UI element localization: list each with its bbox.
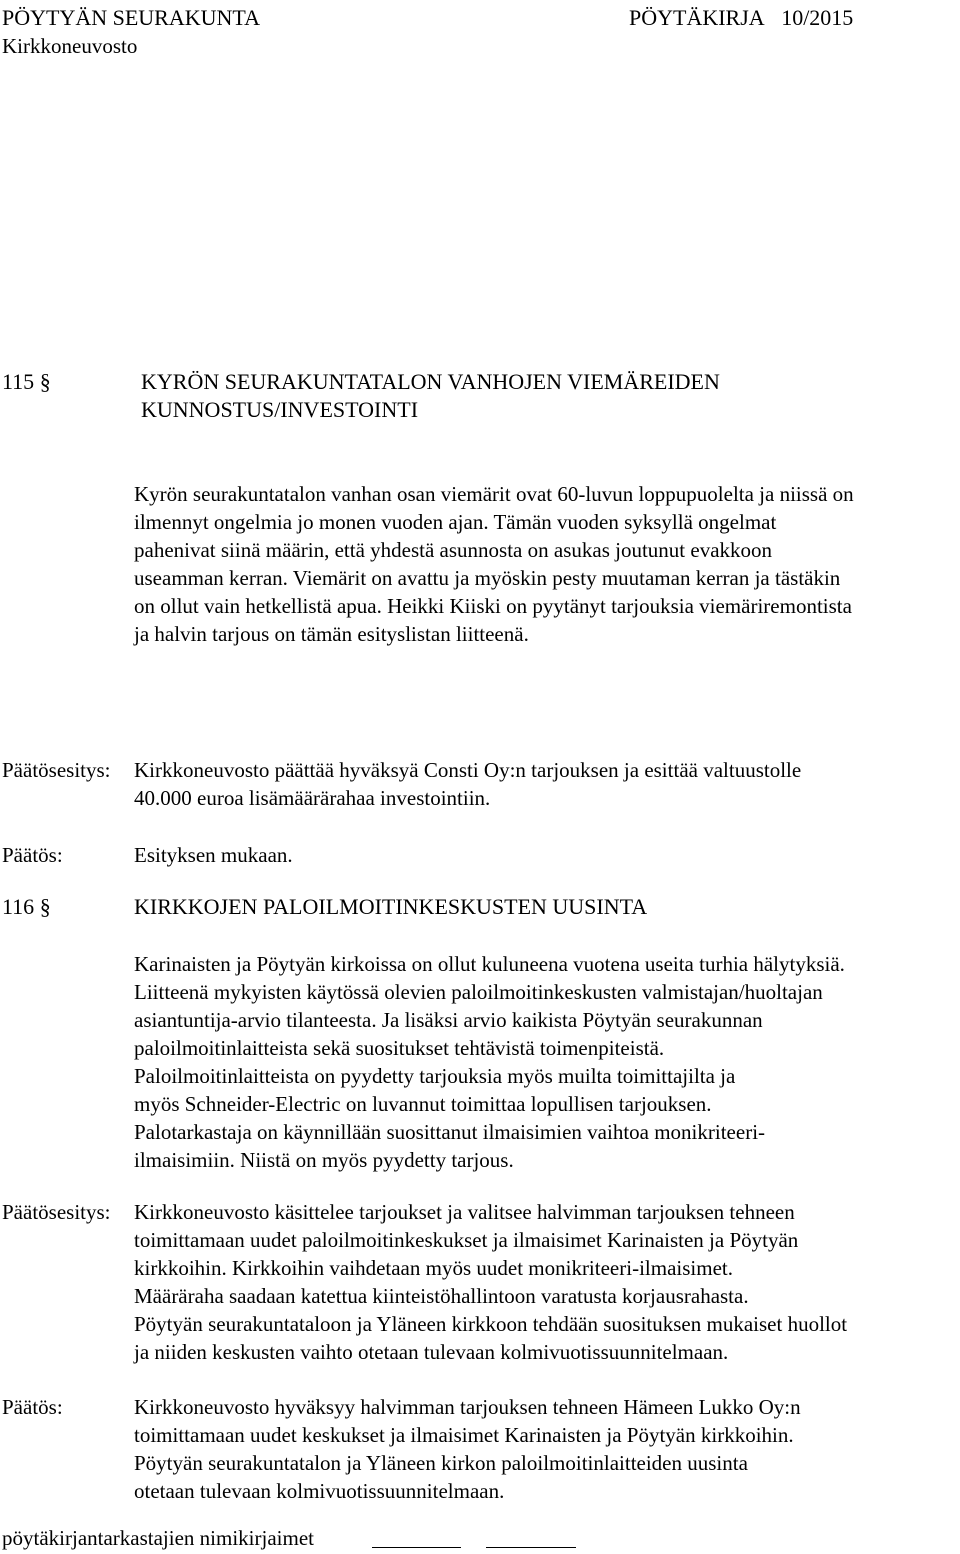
section-116-title: KIRKKOJEN PALOILMOITINKESKUSTEN UUSINTA xyxy=(134,894,648,919)
section-116-proposal-label: Päätösesitys: xyxy=(2,1200,111,1224)
body-line: Liitteenä mykyisten käytössä olevien paloilmoitinkeskusten valmistajan/huoltajan xyxy=(134,980,823,1004)
header-doc-label: PÖYTÄKIRJA xyxy=(629,5,765,30)
body-line: ja halvin tarjous on tämän esityslistan liitteenä. xyxy=(134,622,529,646)
proposal-line: toimittamaan uudet paloilmoitinkeskukset ja ilmaisimet Karinaisten ja Pöytyän xyxy=(134,1228,799,1252)
proposal-line: Määräraha saadaan katettua kiinteistöhallintoon varatusta korjausrahasta. xyxy=(134,1284,749,1308)
proposal-line: Kirkkoneuvosto päättää hyväksyä Consti Oy:n tarjouksen ja esittää valtuustolle xyxy=(134,758,802,782)
body-line: ilmennyt ongelmia jo monen vuoden ajan. Tämän vuoden syksyllä ongelmat xyxy=(134,510,777,534)
section-116-number xyxy=(2,893,51,921)
initials-line-2 xyxy=(486,1547,576,1548)
body-line: Paloilmoitinlaitteista on pyydetty tarjouksia myös muilta toimittajilta ja xyxy=(134,1064,736,1088)
section-116-decision xyxy=(134,1393,801,1505)
decision-line: Kirkkoneuvosto hyväksyy halvimman tarjouksen tehneen Hämeen Lukko Oy:n xyxy=(134,1395,801,1419)
header-document-type xyxy=(629,4,853,32)
body-line: pahenivat siinä määrin, että yhdestä asunnosta on asukas joutunut evakkoon xyxy=(134,538,773,562)
proposal-line: kirkkoihin. Kirkkoihin vaihdetaan myös uudet monikriteeri-ilmaisimet. xyxy=(134,1256,733,1280)
proposal-line: Kirkkoneuvosto käsittelee tarjoukset ja valitsee halvimman tarjouksen tehneen xyxy=(134,1200,795,1224)
section-116-decision-label: Päätös: xyxy=(2,1395,63,1419)
header-body: Kirkkoneuvosto xyxy=(2,34,138,58)
paragraph-sign: § xyxy=(39,894,51,919)
section-115-number xyxy=(2,368,51,396)
decision-line: otetaan tulevaan kolmivuotissuunnitelmaan. xyxy=(134,1479,505,1503)
section-116-proposal xyxy=(134,1198,847,1366)
decision-line: toimittamaan uudet keskukset ja ilmaisimet Karinaisten ja Pöytyän kirkkoihin. xyxy=(134,1423,794,1447)
body-line: useamman kerran. Viemärit on avattu ja myöskin pesty muutaman kerran ja tästäkin xyxy=(134,566,841,590)
proposal-line: 40.000 euroa lisämäärärahaa investointiin. xyxy=(134,786,491,810)
proposal-line: ja niiden keskusten vaihto otetaan tulevaan kolmivuotissuunnitelmaan. xyxy=(134,1340,729,1364)
body-line: Palotarkastaja on käynnillään suosittanut ilmaisimien vaihtoa monikriteeri- xyxy=(134,1120,766,1144)
body-line: ilmaisimiin. Niistä on myös pyydetty tarjous. xyxy=(134,1148,514,1172)
section-115-decision: Esityksen mukaan. xyxy=(134,843,293,867)
body-line: Kyrön seurakuntatalon vanhan osan viemärit ovat 60-luvun loppupuolelta ja niissä on xyxy=(134,482,854,506)
body-line: on ollut vain hetkellistä apua. Heikki Kiiski on pyytänyt tarjouksia viemäriremontista xyxy=(134,594,852,618)
section-115-title-line-2: KUNNOSTUS/INVESTOINTI xyxy=(141,397,419,422)
section-115-decision-label: Päätös: xyxy=(2,843,63,867)
section-115-proposal-label: Päätösesitys: xyxy=(2,758,111,782)
section-number: 116 xyxy=(2,894,35,919)
body-line: asiantuntija-arvio tilanteesta. Ja lisäksi arvio kaikista Pöytyän seurakunnan xyxy=(134,1008,763,1032)
body-line: myös Schneider-Electric on luvannut toimittaa lopullisen tarjouksen. xyxy=(134,1092,712,1116)
section-115-body xyxy=(134,480,854,648)
section-number: 115 xyxy=(2,369,35,394)
header-doc-number: 10/2015 xyxy=(781,5,854,30)
body-line: paloilmoitinlaitteista sekä suositukset tehtävistä toimenpiteistä. xyxy=(134,1036,665,1060)
section-115-proposal xyxy=(134,756,801,812)
section-115-title-line-1: KYRÖN SEURAKUNTATALON VANHOJEN VIEMÄREIDEN xyxy=(141,369,720,394)
paragraph-sign: § xyxy=(39,369,51,394)
body-line: Karinaisten ja Pöytyän kirkoissa on ollut kuluneena vuotena useita turhia hälytyksiä. xyxy=(134,952,845,976)
header-parish: PÖYTYÄN SEURAKUNTA xyxy=(2,5,260,30)
footer-initials-label: pöytäkirjantarkastajien nimikirjaimet xyxy=(2,1526,314,1550)
proposal-line: Pöytyän seurakuntataloon ja Yläneen kirkkoon tehdään suosituksen mukaiset huollot xyxy=(134,1312,848,1336)
section-116-body xyxy=(134,950,845,1174)
decision-line: Pöytyän seurakuntatalon ja Yläneen kirkon paloilmoitinlaitteiden uusinta xyxy=(134,1451,748,1475)
initials-line-1 xyxy=(372,1547,461,1548)
